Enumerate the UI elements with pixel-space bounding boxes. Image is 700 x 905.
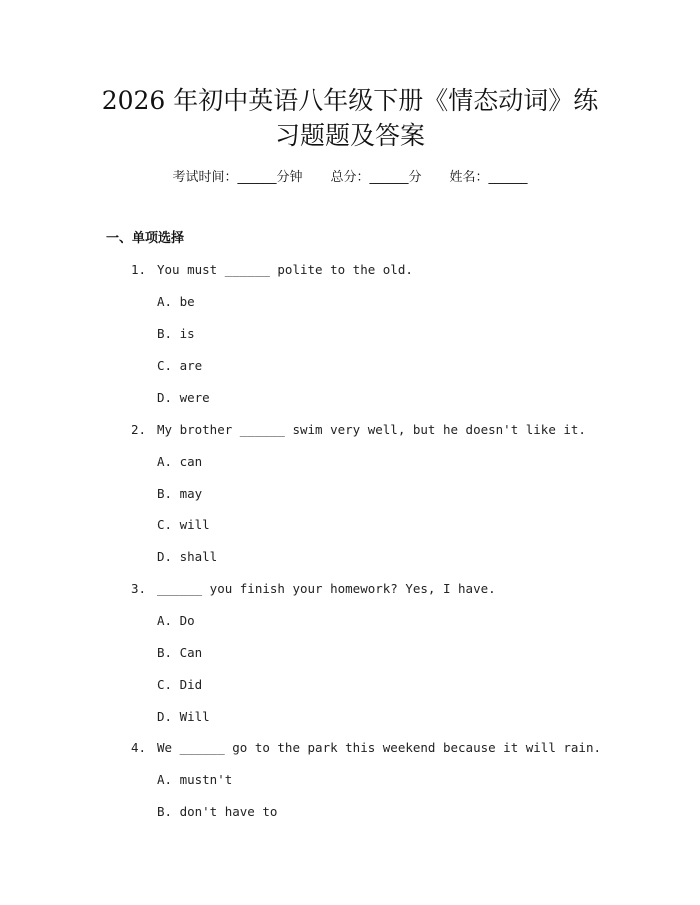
section-title: 一、单项选择: [106, 231, 185, 246]
document-title-line-1: 2026 年初中英语八年级下册《情态动词》练: [101, 86, 599, 115]
option-a: A. can: [157, 454, 203, 469]
option-b: B. is: [157, 326, 195, 341]
total-score-field: 总分：______分: [330, 170, 422, 185]
question-number: 3.: [131, 581, 147, 596]
exam-info-row: [0, 168, 700, 188]
question-text: You must ______ polite to the old.: [157, 262, 413, 277]
question-number: 2.: [131, 422, 147, 437]
option-b: B. don't have to: [157, 804, 278, 819]
option-a: A. mustn't: [157, 772, 233, 787]
option-c: C. will: [157, 517, 210, 532]
exam-time-field: 考试时间：______分钟: [172, 170, 303, 185]
option-c: C. are: [157, 358, 203, 373]
option-b: B. Can: [157, 645, 203, 660]
question-number: 1.: [131, 262, 147, 277]
name-field: 姓名：______: [449, 170, 528, 185]
question-text: ______ you finish your homework? Yes, I have.: [157, 581, 496, 596]
question-text: My brother ______ swim very well, but he doesn't like it.: [157, 422, 586, 437]
option-a: A. Do: [157, 613, 195, 628]
question-text: We ______ go to the park this weekend because it will rain.: [157, 740, 602, 755]
document-title-line-2: 习题题及答案: [274, 121, 425, 150]
option-d: D. Will: [157, 709, 210, 724]
option-d: D. were: [157, 390, 210, 405]
option-b: B. may: [157, 486, 203, 501]
option-a: A. be: [157, 294, 195, 309]
option-c: C. Did: [157, 677, 203, 692]
question-number: 4.: [131, 740, 147, 755]
option-d: D. shall: [157, 549, 218, 564]
